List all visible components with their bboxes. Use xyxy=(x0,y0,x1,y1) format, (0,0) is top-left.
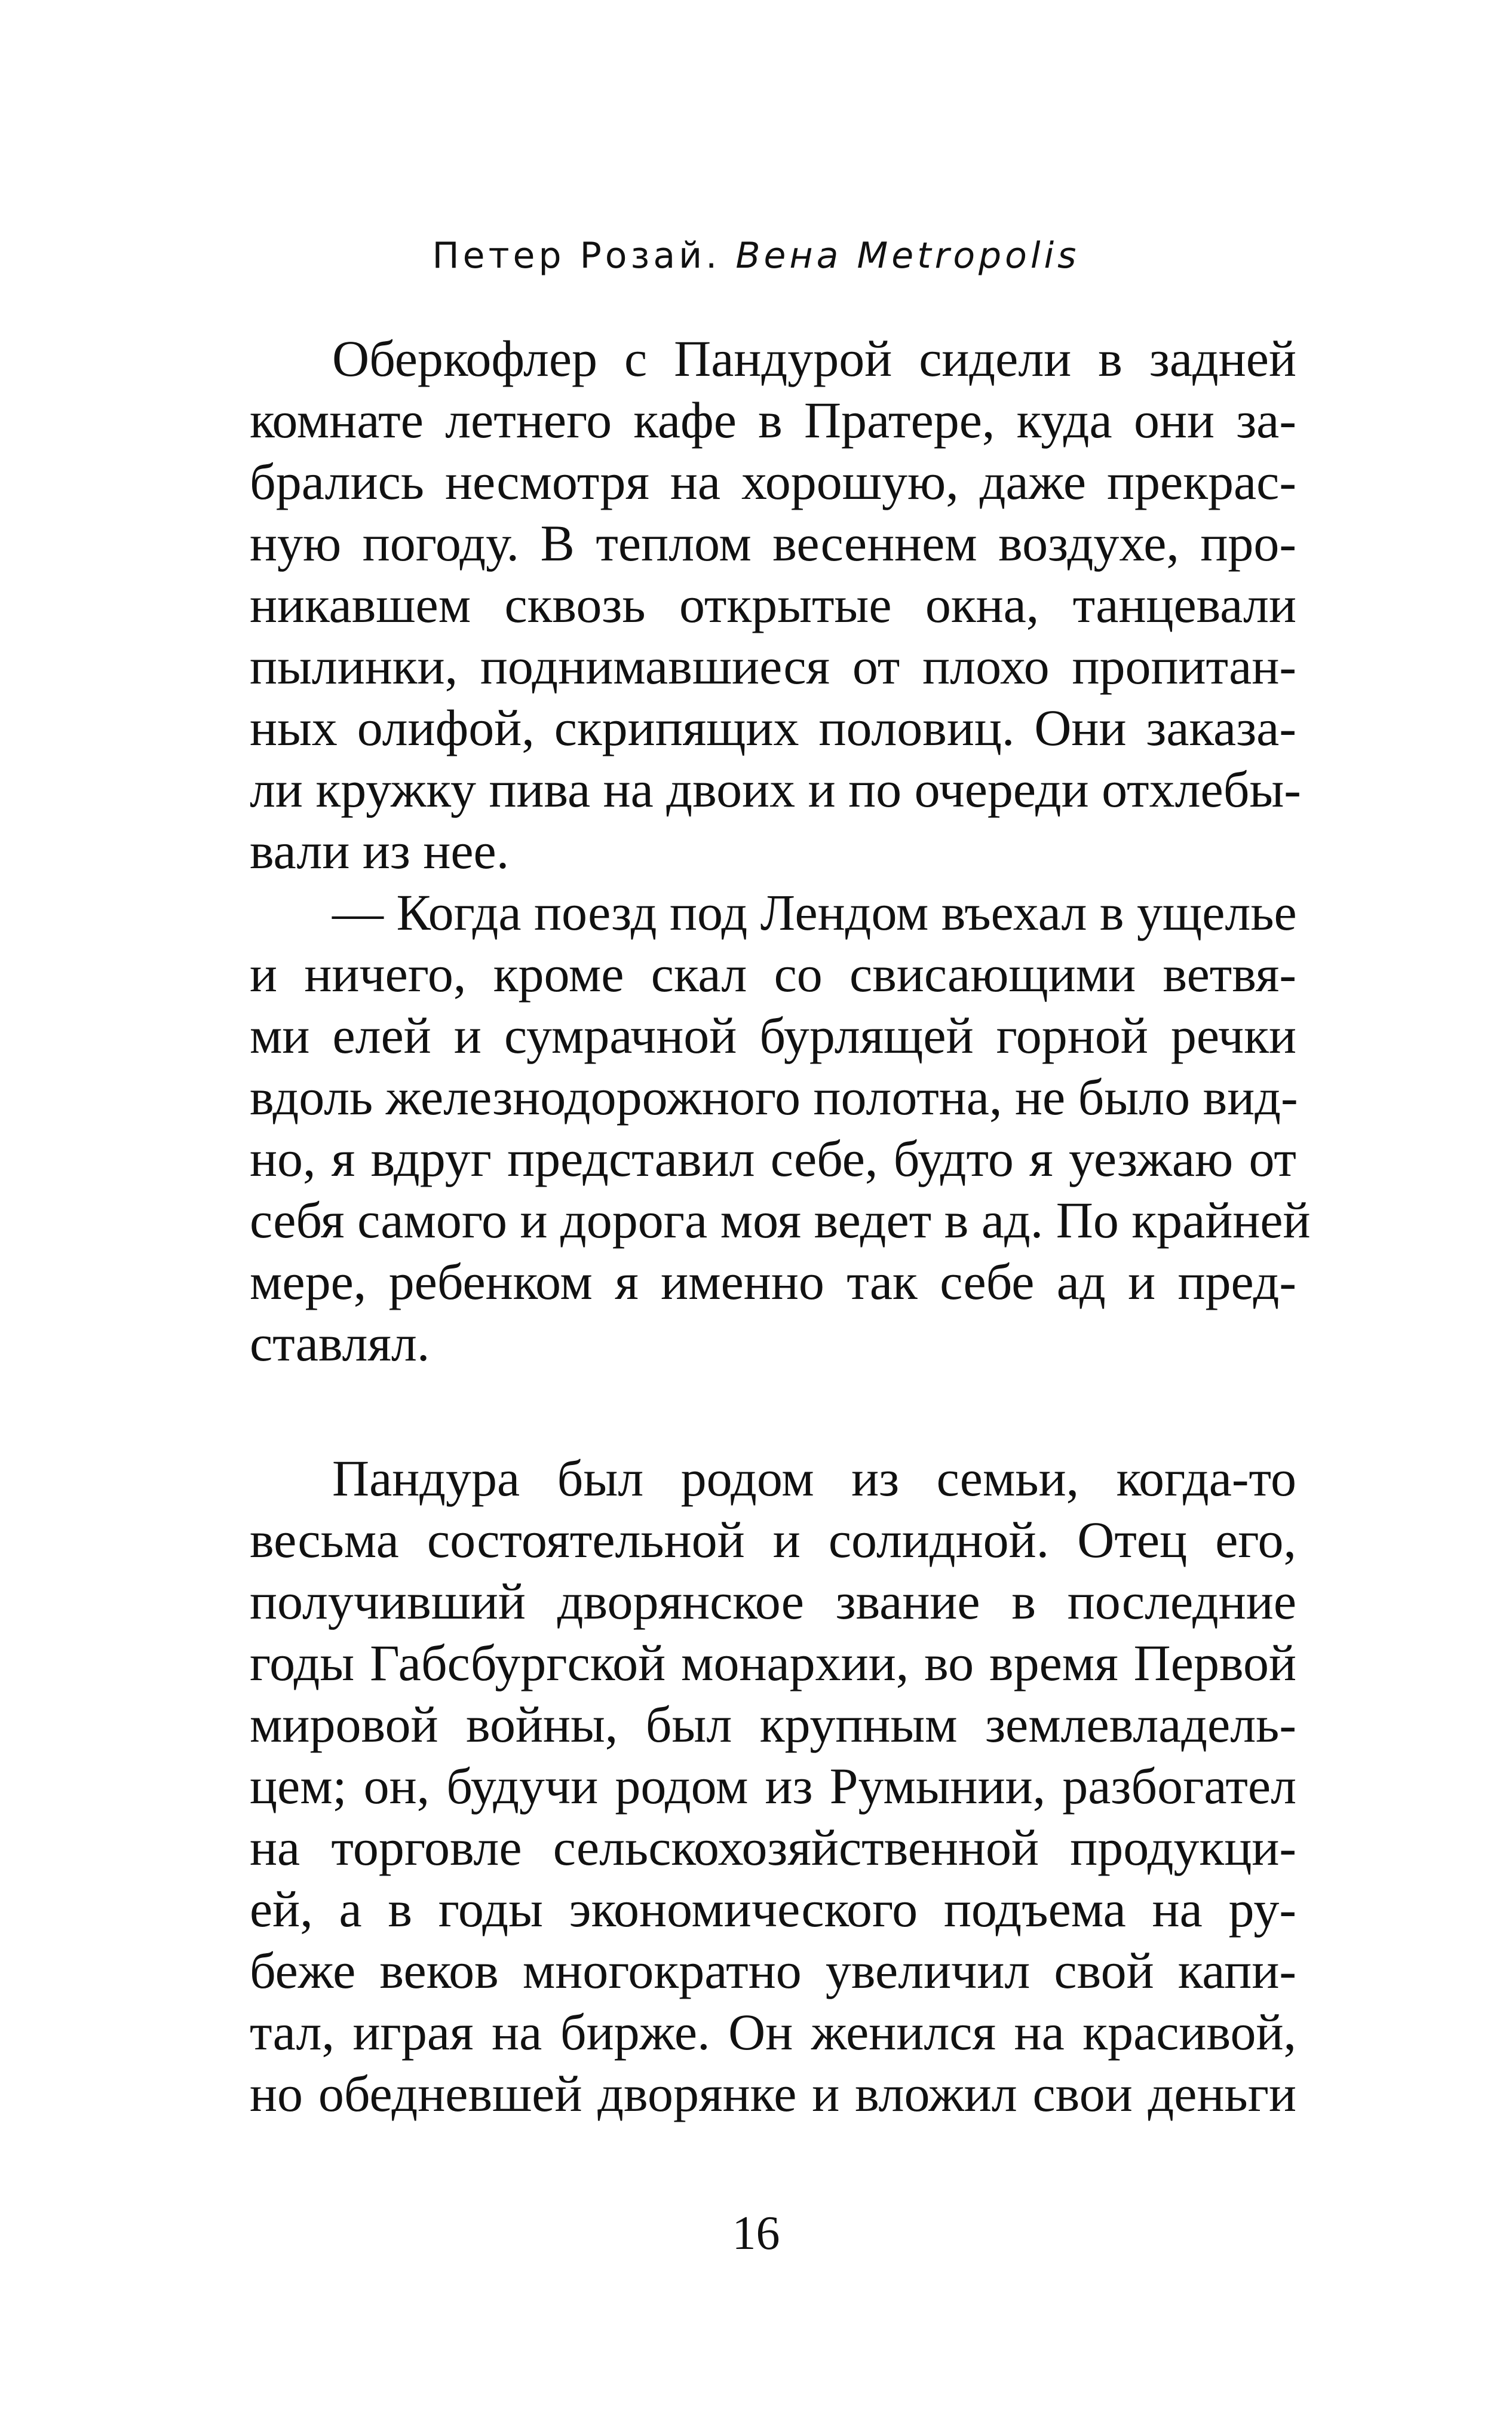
text-line: цем; он, будучи родом из Румынии, разбогател xyxy=(250,1757,1296,1815)
text-line: но обедневшей дворянке и вложил свои деньги xyxy=(250,2065,1296,2122)
text-line: ную погоду. В теплом весеннем воздухе, про- xyxy=(250,514,1296,572)
text-line: ли кружку пива на двоих и по очереди отхлебы- xyxy=(250,761,1301,818)
text-line: комнате летнего кафе в Пратере, куда они за- xyxy=(250,391,1296,449)
page-number: 16 xyxy=(732,2207,780,2260)
text-line: мере, ребенком я именно так себе ад и пред- xyxy=(250,1253,1296,1310)
text-line: беже веков многократно увеличил свой капи- xyxy=(250,1942,1296,1999)
text-line: весьма состоятельной и солидной. Отец его, xyxy=(250,1511,1296,1568)
text-line: ных олифой, скрипящих половиц. Они заказа- xyxy=(250,699,1296,756)
text-line: пылинки, поднимавшиеся от плохо пропитан- xyxy=(250,638,1296,695)
text-line: себя самого и дорога моя ведет в ад. По крайней xyxy=(250,1191,1311,1249)
text-line: ей, а в годы экономического подъема на ру- xyxy=(250,1880,1296,1938)
text-line: на торговле сельскохозяйственной продукци- xyxy=(250,1819,1296,1876)
text-line: но, я вдруг представил себе, будто я уезжаю от xyxy=(250,1130,1296,1187)
paragraph-3 xyxy=(250,1448,1296,2125)
paragraph-1 xyxy=(250,328,1301,882)
text-line: Пандура был родом из семьи, когда-то xyxy=(332,1450,1296,1507)
text-line: вали из нее. xyxy=(250,822,510,879)
running-head-author: Петер Розай. xyxy=(432,235,721,277)
paragraph-2 xyxy=(250,882,1311,1374)
text-line: мировой войны, был крупным землевладель- xyxy=(250,1696,1296,1753)
running-head-title: Вена Metropolis xyxy=(735,235,1080,277)
text-line: и ничего, кроме скал со свисающими ветвя- xyxy=(250,945,1296,1003)
text-line: брались несмотря на хорошую, даже прекрас- xyxy=(250,453,1296,510)
text-line: годы Габсбургской монархии, во время Первой xyxy=(250,1634,1296,1691)
running-head xyxy=(0,232,1512,280)
text-line: — Когда поезд под Лендом въехал в ущелье xyxy=(332,884,1297,941)
text-line: никавшем сквозь открытые окна, танцевали xyxy=(250,576,1296,633)
text-line: тал, играя на бирже. Он женился на красивой, xyxy=(250,2003,1296,2061)
text-line: ставлял. xyxy=(250,1314,430,1372)
text-line: получивший дворянское звание в последние xyxy=(250,1573,1296,1630)
text-line: ми елей и сумрачной бурлящей горной речки xyxy=(250,1007,1296,1064)
text-line: Оберкофлер с Пандурой сидели в задней xyxy=(332,330,1296,387)
text-line: вдоль железнодорожного полотна, не было вид- xyxy=(250,1068,1298,1126)
